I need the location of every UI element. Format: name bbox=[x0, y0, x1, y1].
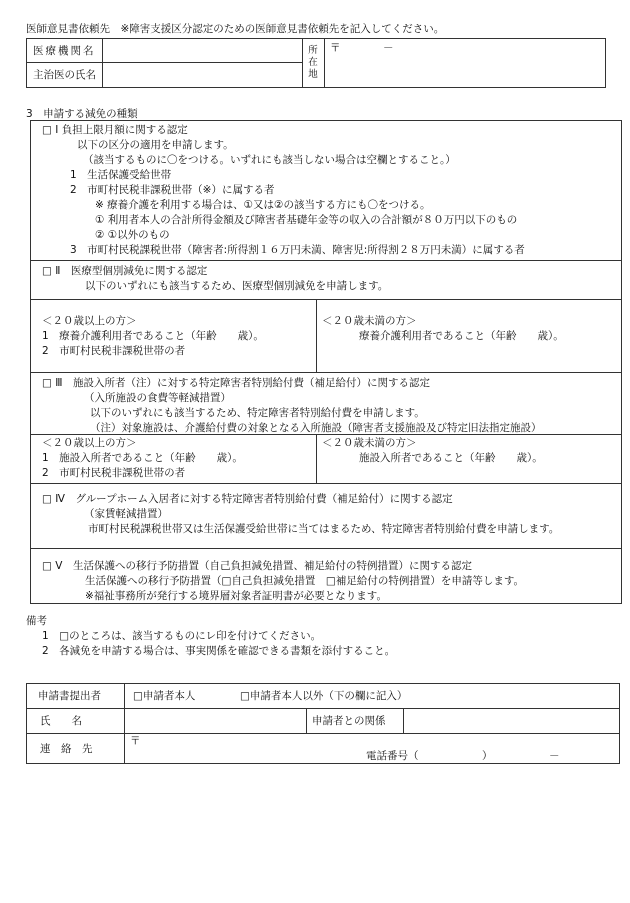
phone-close: ） bbox=[482, 750, 493, 762]
block1-sub2: ② ①以外のもの bbox=[95, 229, 170, 241]
doctor-name-field[interactable] bbox=[104, 64, 300, 86]
block1-title: □ Ⅰ 負担上限月額に関する認定 bbox=[42, 124, 188, 136]
block1-note: ※ 療養介護を利用する場合は、①又は②の該当する方にも〇をつける。 bbox=[95, 199, 431, 211]
block3-left-2: 2 市町村民税非課税世帯の者 bbox=[42, 467, 186, 479]
block1-item3: 3 市町村民税課税世帯（障害者:所得割１６万円未満、障害児:所得割２８万円未満）に属する者 bbox=[70, 244, 525, 256]
section3-heading: 3 申請する減免の種類 bbox=[26, 108, 138, 120]
relation-field[interactable] bbox=[405, 710, 618, 731]
submitter-name-label: 氏 名 bbox=[40, 715, 82, 727]
block2-right-head: ＜２０歳未満の方＞ bbox=[322, 315, 417, 327]
block3-line1: 以下のいずれにも該当するため、特定障害者特別給付費を申請します。 bbox=[90, 407, 425, 419]
submitter-option-self[interactable]: □申請者本人 bbox=[133, 690, 196, 702]
block3-title: □ Ⅲ 施設入所者（注）に対する特定障害者特別給付費（補足給付）に関する認定 bbox=[42, 377, 430, 389]
block3-right-head: ＜２０歳未満の方＞ bbox=[322, 437, 417, 449]
block5-line1: 生活保護への移行予防措置（□自己負担減免措置 □補足給付の特例措置）を申請等します。 bbox=[85, 575, 524, 587]
block1-item2: 2 市町村民税非課税世帯（※）に属する者 bbox=[70, 184, 275, 196]
block2-line1: 以下のいずれにも該当するため、医療型個別減免を申請します。 bbox=[85, 280, 389, 292]
block3-sub: （入所施設の食費等軽減措置） bbox=[84, 392, 231, 404]
block2-left-2: 2 市町村民税非課税世帯の者 bbox=[42, 345, 186, 357]
postal-dash: － bbox=[383, 42, 394, 54]
block5-title: □ Ⅴ 生活保護への移行予防措置（自己負担減免措置、補足給付の特例措置）に関する認定 bbox=[42, 560, 472, 572]
block2-title: □ Ⅱ 医療型個別減免に関する認定 bbox=[42, 265, 208, 277]
phone-label: 電話番号（ bbox=[366, 750, 419, 762]
block4-line1: 市町村民税課税世帯又は生活保護受給世帯に当てはまるため、特定障害者特別給付費を申請します。 bbox=[88, 523, 560, 535]
remarks-heading: 備考 bbox=[26, 615, 47, 627]
block2-left-1: 1 療養介護利用者であること（年齢 歳）。 bbox=[42, 330, 264, 342]
block1-sub1: ① 利用者本人の合計所得金額及び障害者基礎年金等の収入の合計額が８０万円以下のもの bbox=[95, 214, 518, 226]
block3-note: （注）対象施設は、介護給付費の対象となる入所施設（障害者支援施設及び特定旧法指定施設） bbox=[90, 422, 542, 434]
contact-postal-mark: 〒 bbox=[130, 735, 141, 747]
doctor-section-heading: 医師意見書依頼先 ※障害支援区分認定のための医師意見書依頼先を記入してください。 bbox=[26, 23, 445, 35]
submitter-label: 申請書提出者 bbox=[38, 690, 101, 702]
relation-label: 申請者との関係 bbox=[312, 715, 386, 727]
postal-mark: 〒 bbox=[330, 42, 341, 54]
block4-sub: （家賃軽減措置） bbox=[84, 508, 168, 520]
doctor-name-label: 主治医の氏名 bbox=[33, 69, 96, 81]
block3-left-1: 1 施設入所者であること（年齢 歳）。 bbox=[42, 452, 243, 464]
block1-line1: 以下の区分の適用を申請します。 bbox=[77, 139, 234, 151]
block3-right-1: 施設入所者であること（年齢 歳）。 bbox=[359, 452, 543, 464]
address-label: 所 在 地 bbox=[308, 45, 318, 80]
submitter-name-field[interactable] bbox=[126, 710, 304, 731]
block3-left-head: ＜２０歳以上の方＞ bbox=[42, 437, 137, 449]
phone-dash: － bbox=[549, 750, 560, 762]
institution-label: 医療機関名 bbox=[33, 45, 96, 57]
block4-title: □ Ⅳ グループホーム入居者に対する特定障害者特別給付費（補足給付）に関する認定 bbox=[42, 493, 453, 505]
block1-item1: 1 生活保護受給世帯 bbox=[70, 169, 172, 181]
remarks-item1: 1 □のところは、該当するものにレ印を付けてください。 bbox=[42, 630, 322, 642]
block2-left-head: ＜２０歳以上の方＞ bbox=[42, 315, 137, 327]
address-field[interactable] bbox=[326, 40, 604, 86]
submitter-option-other[interactable]: □申請者本人以外（下の欄に記入） bbox=[240, 690, 408, 702]
block5-line2: ※福祉事務所が発行する境界層対象者証明書が必要となります。 bbox=[85, 590, 387, 602]
block1-line2: （該当するものに〇をつける。いずれにも該当しない場合は空欄とすること。） bbox=[83, 154, 456, 166]
block2-right-1: 療養介護利用者であること（年齢 歳）。 bbox=[359, 330, 564, 342]
contact-label: 連 絡 先 bbox=[40, 743, 93, 755]
institution-field[interactable] bbox=[104, 40, 300, 61]
remarks-item2: 2 各減免を申請する場合は、事実関係を確認できる書類を添付すること。 bbox=[42, 645, 396, 657]
